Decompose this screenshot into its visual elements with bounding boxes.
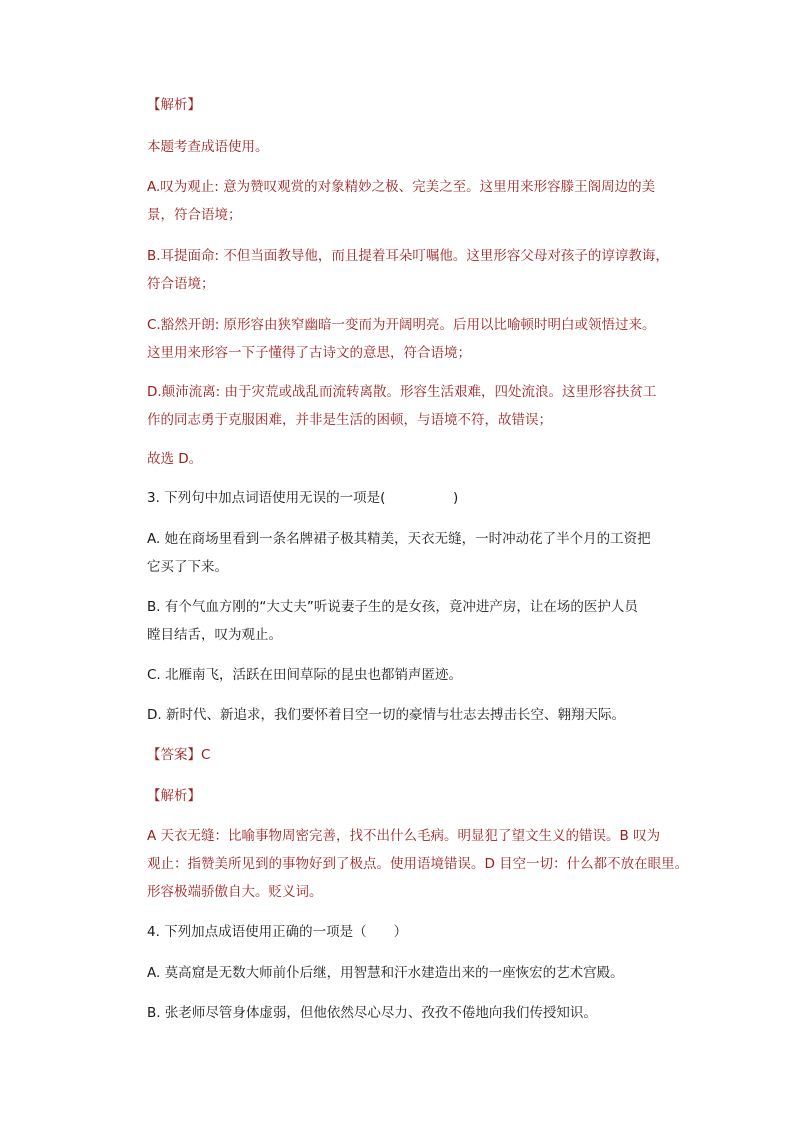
analysis-label-2: 【解析】 (147, 788, 201, 804)
question-3-option-c: C. 北雁南飞，活跃在田间草际的昆虫也都销声匿迹。 (147, 667, 463, 683)
option-b-explanation-line1: B.耳提面命: 不但当面教导他，而且提着耳朵叮嘱他。这里形容父母对孩子的谆谆教诲， (147, 248, 669, 264)
answer-value: C (201, 747, 211, 763)
option-d-explanation-line1: D.颠沛流离: 由于灾荒或战乱而流转离散。形容生活艰难，四处流浪。这里形容扶贫工 (147, 384, 657, 400)
option-a-explanation-line1: A.叹为观止: 意为赞叹观赏的对象精妙之极、完美之至。这里用来形容滕王阁周边的美 (147, 179, 656, 195)
question-3-option-a-line1: A. 她在商场里看到一条名牌裙子极其精美，天衣无缝，一时冲动花了半个月的工资把 (147, 531, 651, 547)
analysis-2-line1: A 天衣无缝：比喻事物周密完善，找不出什么毛病。明显犯了望文生义的错误。B 叹为 (147, 828, 661, 844)
option-b-explanation-line2: 符合语境； (147, 276, 215, 292)
option-d-explanation-line2: 作的同志勇于克服困难，并非是生活的困顿，与语境不符，故错误； (147, 412, 552, 428)
question-4-option-b: B. 张老师尽管身体虚弱，但他依然尽心尽力、孜孜不倦地向我们传授知识。 (147, 1005, 597, 1021)
analysis-label: 【解析】 (147, 97, 201, 113)
question-3-option-b-line2: 瞠目结舌，叹为观止。 (147, 627, 282, 643)
question-4-option-a: A. 莫高窟是无数大师前仆后继，用智慧和汗水建造出来的一座恢宏的艺术宫殿。 (147, 965, 624, 981)
answer-label: 【答案】 (147, 747, 201, 763)
question-4-stem: 4. 下列加点成语使用正确的一项是（ ） (147, 924, 408, 940)
answer-row (147, 743, 210, 767)
option-c-explanation-line2: 这里用来形容一下子懂得了古诗文的意思，符合语境； (147, 345, 471, 361)
option-a-explanation-line2: 景，符合语境； (147, 207, 242, 223)
question-3-option-a-line2: 它买了下来。 (147, 559, 228, 575)
question-3-stem: 3. 下列句中加点词语使用无误的一项是( ) (147, 490, 459, 506)
analysis-2-line2: 观止：指赞美所见到的事物好到了极点。使用语境错误。D 目空一切：什么都不放在眼里。 (147, 856, 689, 872)
question-3-option-b-line1: B. 有个气血方刚的“大丈夫”听说妻子生的是女孩，竟冲进产房，让在场的医护人员 (147, 599, 638, 615)
option-c-explanation-line1: C.豁然开朗: 原形容由狭窄幽暗一变而为开阔明亮。后用以比喻顿时明白或领悟过来。 (147, 317, 656, 333)
conclusion: 故选 D。 (147, 451, 203, 467)
question-3-option-d: D. 新时代、新追求，我们要怀着目空一切的豪情与壮志去搏击长空、翱翔天际。 (147, 707, 625, 723)
analysis-intro: 本题考查成语使用。 (147, 139, 269, 155)
analysis-2-line3: 形容极端骄傲自大。贬义词。 (147, 884, 323, 900)
